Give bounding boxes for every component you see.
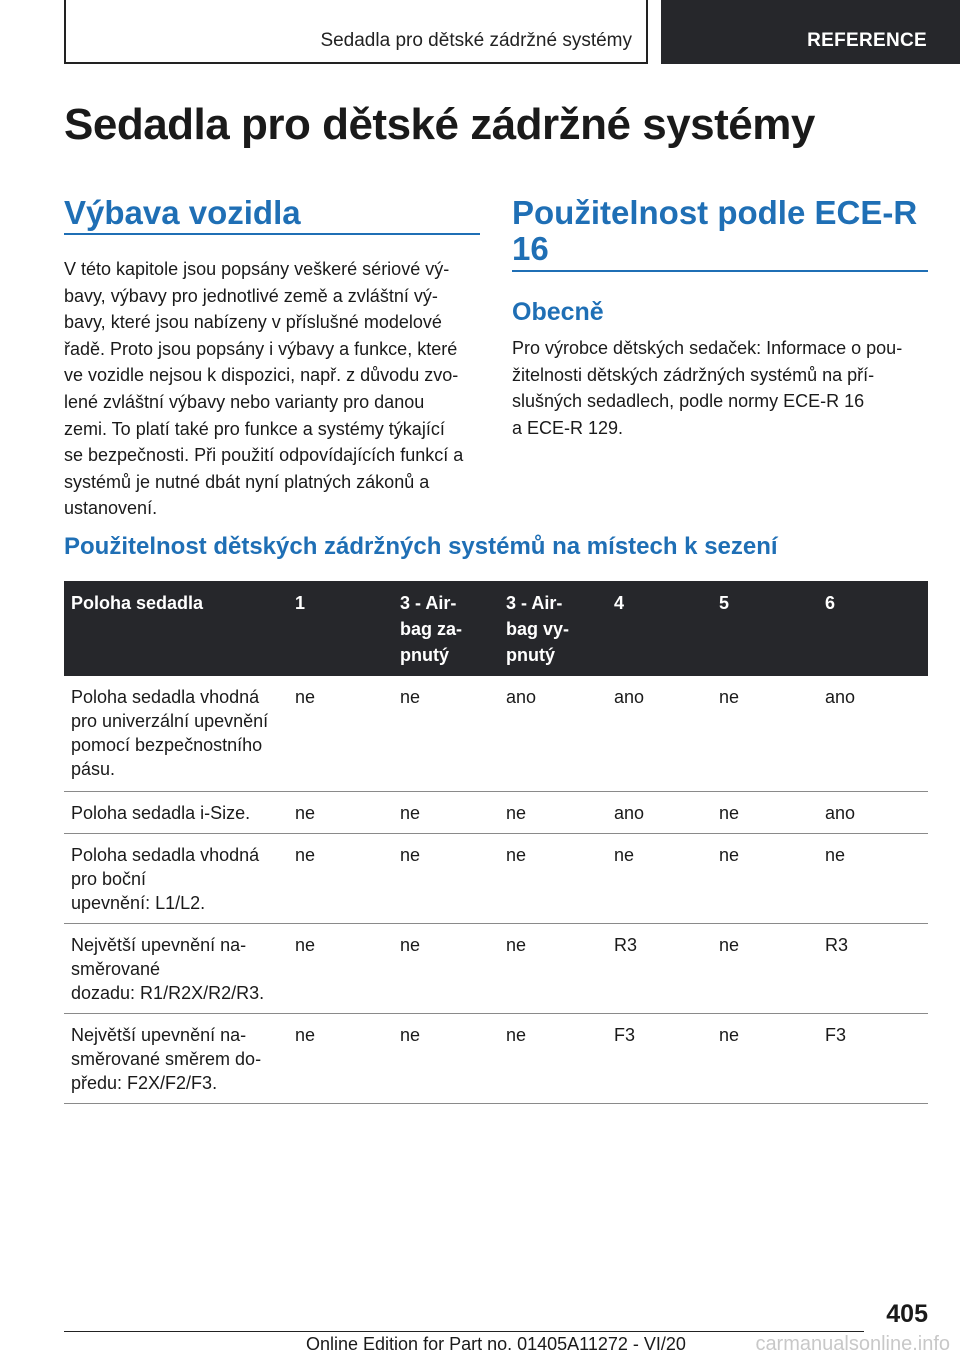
text-line: lené zvláštní výbavy nebo varianty pro danou <box>64 391 425 412</box>
table-cell: ne <box>712 1013 818 1103</box>
text-line: a ECE-R 129. <box>512 417 624 438</box>
table-row <box>64 791 928 833</box>
text-line: Pro výrobce dětských sedaček: Informace o pou‐ <box>512 338 903 358</box>
footer-edition: Online Edition for Part no. 01405A11272 - VI/20 <box>306 1334 686 1354</box>
heading-line: 16 <box>512 230 549 267</box>
text-line: ve vozidle nejsou k dispozici, např. z důvodu zvo‐ <box>64 365 459 386</box>
table-cell: ne <box>288 676 393 791</box>
table-cell: ne <box>712 923 818 1013</box>
table-cell: ne <box>712 833 818 923</box>
text-line: slušných sedadlech, podle normy ECE-R 16 <box>512 391 865 412</box>
table-cell: ne <box>712 676 818 791</box>
table-row <box>64 1013 928 1103</box>
table-cell: ne <box>288 1013 393 1103</box>
row-label: Největší upevnění na‐ směrované směrem do‐ předu: F2X/F2/F3. <box>64 1013 288 1103</box>
section-heading-vybava: Výbava vozidla <box>64 194 301 231</box>
text-line: žitelnosti dětských zádržných systémů na pří‐ <box>512 364 875 385</box>
row-label: Poloha sedadla i-Size. <box>64 791 288 833</box>
table-cell: ano <box>499 676 607 791</box>
table-cell: ne <box>499 1013 607 1103</box>
paragraph-vybava <box>64 256 484 522</box>
page-title: Sedadla pro dětské zádržné systémy <box>64 100 815 149</box>
table-title: Použitelnost dětských zádržných systémů na místech k sezení <box>64 533 778 560</box>
table-cell: ne <box>499 791 607 833</box>
header-chapter-box <box>64 0 648 64</box>
column-header-3-airbag-off: 3 - Air‐ bag vy‐ pnutý <box>499 581 607 676</box>
table-cell: F3 <box>607 1013 712 1103</box>
table-row <box>64 676 928 791</box>
column-header-1: 1 <box>288 581 393 676</box>
section-heading-ece <box>512 195 932 267</box>
heading-line: Použitelnost podle ECE-R <box>512 194 918 231</box>
table-cell: ne <box>499 833 607 923</box>
table-cell: ne <box>607 833 712 923</box>
table-cell: ano <box>818 791 928 833</box>
text-line: bavy, výbavy pro jednotlivé země a zvláštní vý‐ <box>64 285 438 306</box>
text-line: bavy, které jsou nabízeny v příslušné modelové <box>64 312 442 333</box>
table-cell: ano <box>607 676 712 791</box>
table-cell: ne <box>288 833 393 923</box>
table-row <box>64 923 928 1013</box>
table-cell: ne <box>393 791 499 833</box>
paragraph-obecne <box>512 335 932 441</box>
table-cell: ne <box>393 833 499 923</box>
text-line: zemi. To platí také pro funkce a systémy týkající <box>64 418 445 439</box>
table-header-row <box>64 581 928 676</box>
table-cell: ne <box>393 1013 499 1103</box>
text-line: systémů je nutné dbát nyní platných zákonů a <box>64 471 430 492</box>
table-cell: ne <box>288 923 393 1013</box>
header-section-tab <box>661 0 960 64</box>
column-header-3-airbag-on: 3 - Air‐ bag za‐ pnutý <box>393 581 499 676</box>
header-chapter-title: Sedadla pro dětské zádržné systémy <box>320 30 632 51</box>
text-line: V této kapitole jsou popsány veškeré sériové vý‐ <box>64 259 450 279</box>
table-cell: ano <box>607 791 712 833</box>
table-cell: ne <box>712 791 818 833</box>
text-line: se bezpečnosti. Při použití odpovídajících funkcí a <box>64 445 464 466</box>
table-cell: ne <box>393 676 499 791</box>
table-row <box>64 833 928 923</box>
column-header-seat-position: Poloha sedadla <box>64 581 288 676</box>
table-cell: ne <box>818 833 928 923</box>
table-cell: R3 <box>818 923 928 1013</box>
section-rule-right <box>512 270 928 272</box>
section-rule-left <box>64 233 480 235</box>
table-cell: F3 <box>818 1013 928 1103</box>
column-header-6: 6 <box>818 581 928 676</box>
row-label: Největší upevnění na‐ směrované dozadu: R1/R2X/R2/R3. <box>64 923 288 1013</box>
text-line: ustanovení. <box>64 498 158 519</box>
subheading-obecne: Obecně <box>512 298 604 326</box>
table-cell: ne <box>288 791 393 833</box>
table-cell: ne <box>393 923 499 1013</box>
row-label: Poloha sedadla vhodná pro univerzální upevnění pomocí bezpečnostního pásu. <box>64 676 288 791</box>
header-section-label: REFERENCE <box>807 30 927 51</box>
watermark-text: carmanualsonline.info <box>755 1333 950 1355</box>
table-cell: R3 <box>607 923 712 1013</box>
text-line: řadě. Proto jsou popsány i výbavy a funkce, které <box>64 338 458 359</box>
table-cell: ano <box>818 676 928 791</box>
table-cell: ne <box>499 923 607 1013</box>
page-number: 405 <box>886 1300 928 1328</box>
column-header-4: 4 <box>607 581 712 676</box>
footer-rule <box>64 1331 864 1332</box>
seat-suitability-table <box>64 581 928 1104</box>
column-header-5: 5 <box>712 581 818 676</box>
row-label: Poloha sedadla vhodná pro boční upevnění: L1/L2. <box>64 833 288 923</box>
